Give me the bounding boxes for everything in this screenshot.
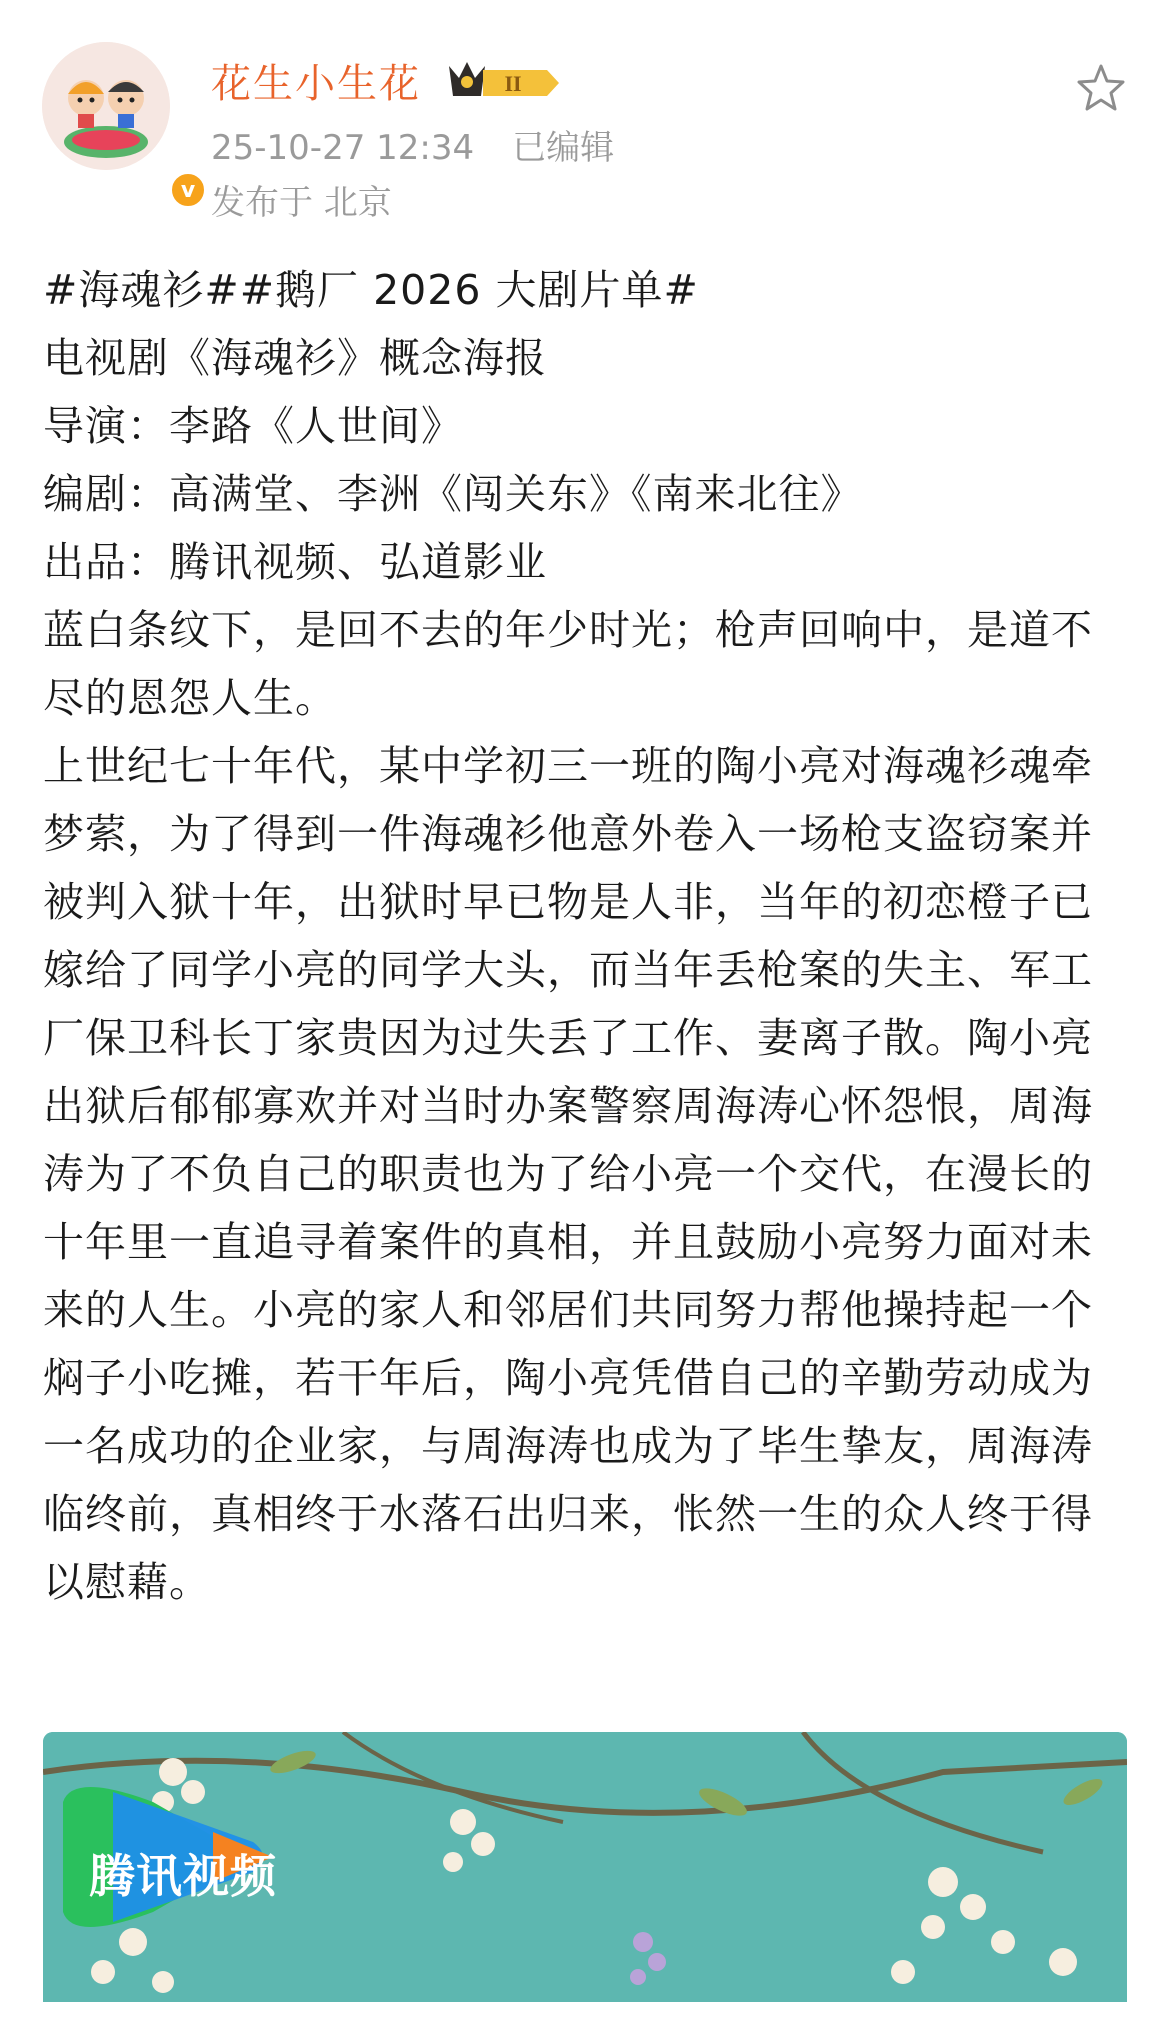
- tencent-video-logo-text: 腾讯视频: [89, 1849, 277, 1903]
- post-location: 发布于 北京: [211, 183, 392, 223]
- verified-badge-icon: v: [168, 170, 208, 210]
- hashtag-links[interactable]: #海魂衫##鹅厂 2026 大剧片单#: [43, 266, 699, 314]
- edited-label[interactable]: 已编辑: [512, 128, 615, 168]
- post-line: 出品：腾讯视频、弘道影业: [43, 538, 547, 586]
- post-body: [43, 256, 1133, 1616]
- post-header: [0, 0, 1169, 240]
- favorite-star-icon[interactable]: [1075, 62, 1127, 114]
- post-image[interactable]: [43, 1732, 1127, 2002]
- post-timestamp: 25-10-27 12:34: [211, 128, 475, 168]
- post-line: 蓝白条纹下，是回不去的年少时光；枪声回响中，是道不尽的恩怨人生。: [43, 606, 1093, 722]
- post-line: 编剧：高满堂、李洲《闯关东》《南来北往》: [43, 470, 863, 518]
- vip-crown-icon[interactable]: [443, 56, 563, 104]
- avatar[interactable]: [42, 42, 196, 203]
- post-line: 导演：李路《人世间》: [43, 402, 463, 450]
- post-line: 电视剧《海魂衫》概念海报: [43, 334, 547, 382]
- post-meta: [211, 120, 614, 169]
- username[interactable]: 花生小生花: [211, 61, 421, 107]
- avatar-image: [42, 42, 170, 170]
- vip-level: II: [504, 71, 522, 96]
- post-paragraph: 上世纪七十年代，某中学初三一班的陶小亮对海魂衫魂牵梦萦，为了得到一件海魂衫他意外卷入一场枪支盗窃案并被判入狱十年，出狱时早已物是人非，当年的初恋橙子已嫁给了同学小亮的同学大头，而当年丢枪案的失主、军工厂保卫科长丁家贵因为过失丢了工作、妻离子散。陶小亮出狱后郁郁寡欢并对当时办案警察周海涛心怀怨恨，周海涛为了不负自己的职责也为了给小亮一个交代，在漫长的十年里一直追寻着案件的真相，并且鼓励小亮努力面对未来的人生。小亮的家人和邻居们共同努力帮他操持起一个焖子小吃摊，若干年后，陶小亮凭借自己的辛勤劳动成为一名成功的企业家，与周海涛也成为了毕生挚友，周海涛临终前，真相终于水落石出归来，怅然一生的众人终于得以慰藉。: [43, 742, 1093, 1606]
